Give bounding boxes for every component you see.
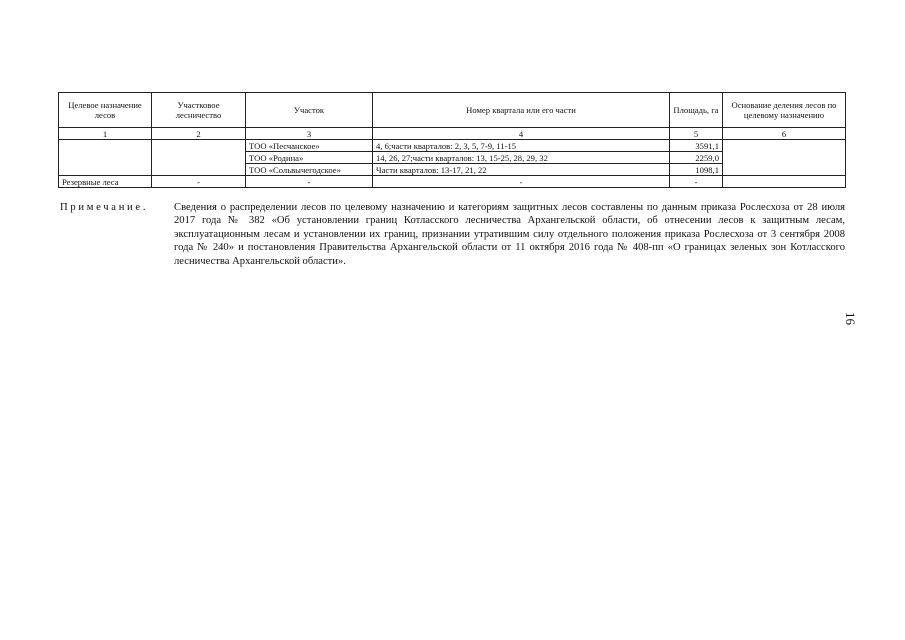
column-number-row xyxy=(59,128,846,140)
area-cell: 2259,0 xyxy=(670,152,723,164)
page-number: 16 xyxy=(843,312,858,325)
column-number: 2 xyxy=(152,128,246,140)
header-quarters: Номер квартала или его части xyxy=(373,93,670,128)
header-basis: Основание деления лесов по целевому назначению xyxy=(723,93,846,128)
quarters-cell: 14, 26, 27;части кварталов: 13, 15-25, 28, 29, 32 xyxy=(373,152,670,164)
column-number: 4 xyxy=(373,128,670,140)
reserve-purpose-cell: Резервные леса xyxy=(59,176,152,188)
note-text: Сведения о распределении лесов по целевому назначению и категориям защитных лесов составлены по данным приказа Рослесхоза от 28 июля 2017 года № 382 «Об установлении границ Котласского лесничества Архангельской области, об отнесении лесов к защитным лесам, эксплуатационным лесам и установлении их границ, признании утратившим силу отдельного положения приказа Рослесхоза от 3 сентября 2008 года № 240» и постановления Правительства Архангельской области от 11 октября 2016 года № 408-пп «О границах зеленых зон Котласского лесничества Архангельской области». xyxy=(174,202,845,267)
quarters-cell: Части кварталов: 13-17, 21, 22 xyxy=(373,164,670,176)
header-area: Площадь, га xyxy=(670,93,723,128)
header-plot: Участок xyxy=(246,93,373,128)
table-row xyxy=(59,140,846,152)
header-purpose: Целевое назначение лесов xyxy=(59,93,152,128)
note-block xyxy=(60,201,845,268)
purpose-cell xyxy=(59,140,152,176)
reserve-quarters-cell: - xyxy=(373,176,670,188)
forest-distribution-table xyxy=(58,92,846,188)
reserve-basis-cell xyxy=(723,176,846,188)
header-district: Участковое лесничество xyxy=(152,93,246,128)
quarters-cell: 4, 6;части кварталов: 2, 3, 5, 7-9, 11-15 xyxy=(373,140,670,152)
table-header-row xyxy=(59,93,846,128)
reserve-district-cell: - xyxy=(152,176,246,188)
column-number: 1 xyxy=(59,128,152,140)
plot-cell: ТОО «Сольвычегодское» xyxy=(246,164,373,176)
column-number: 3 xyxy=(246,128,373,140)
plot-cell: ТОО «Песчанское» xyxy=(246,140,373,152)
reserve-area-cell: - xyxy=(670,176,723,188)
plot-cell: ТОО «Родина» xyxy=(246,152,373,164)
reserve-forest-row xyxy=(59,176,846,188)
area-cell: 3591,1 xyxy=(670,140,723,152)
column-number: 6 xyxy=(723,128,846,140)
reserve-plot-cell: - xyxy=(246,176,373,188)
basis-cell xyxy=(723,140,846,176)
area-cell: 1098,1 xyxy=(670,164,723,176)
column-number: 5 xyxy=(670,128,723,140)
district-cell xyxy=(152,140,246,176)
note-label: Примечание. xyxy=(60,202,149,213)
